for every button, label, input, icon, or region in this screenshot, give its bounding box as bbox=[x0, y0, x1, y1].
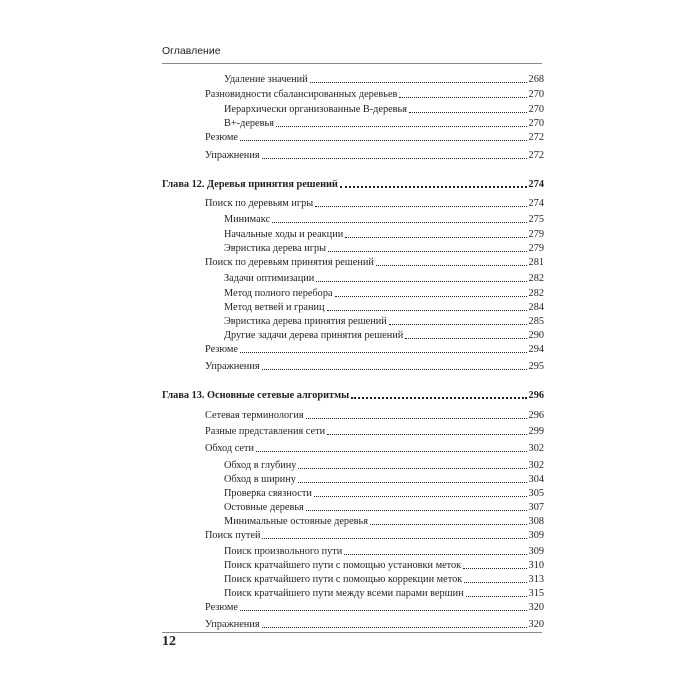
toc-entry[interactable] bbox=[224, 572, 544, 586]
toc-entry[interactable] bbox=[224, 514, 544, 528]
toc-leader bbox=[409, 112, 527, 113]
toc-entry-page: 305 bbox=[528, 488, 544, 499]
toc-entry[interactable] bbox=[224, 486, 544, 500]
toc-entry-page: 313 bbox=[528, 574, 544, 585]
toc-leader bbox=[345, 237, 526, 238]
toc-entry-label: Резюме bbox=[205, 344, 238, 355]
toc-entry-page: 294 bbox=[528, 344, 544, 355]
toc-chapter[interactable] bbox=[162, 388, 544, 402]
toc-entry[interactable] bbox=[205, 441, 544, 455]
toc-entry-label: Поиск кратчайшего пути с помощью установки меток bbox=[224, 560, 462, 571]
toc-entry[interactable] bbox=[224, 458, 544, 472]
toc-entry-label: Проверка связности bbox=[224, 488, 312, 499]
toc-leader bbox=[340, 186, 527, 188]
toc-entry-page: 279 bbox=[528, 229, 544, 240]
toc-entry-page: 304 bbox=[528, 474, 544, 485]
toc-leader bbox=[464, 582, 526, 583]
toc-entry[interactable] bbox=[205, 359, 544, 373]
toc-entry-label: Удаление значений bbox=[224, 74, 308, 85]
running-head: Оглавление bbox=[162, 45, 221, 57]
toc-leader bbox=[272, 222, 527, 223]
toc-leader bbox=[310, 82, 527, 83]
toc-entry-label: Резюме bbox=[205, 602, 238, 613]
toc-entry-page: 308 bbox=[528, 516, 544, 527]
toc-entry[interactable] bbox=[224, 500, 544, 514]
toc-entry[interactable] bbox=[224, 241, 544, 255]
toc-leader bbox=[328, 251, 526, 252]
toc-leader bbox=[276, 126, 527, 127]
toc-leader bbox=[351, 397, 526, 399]
toc-entry-page: 270 bbox=[528, 104, 544, 115]
toc-entry-page: 282 bbox=[528, 273, 544, 284]
toc-entry-label: Иерархически организованные B-деревья bbox=[224, 104, 407, 115]
toc-entry[interactable] bbox=[224, 116, 544, 130]
toc-entry[interactable] bbox=[205, 87, 544, 101]
toc-entry[interactable] bbox=[224, 212, 544, 226]
toc-leader bbox=[262, 369, 527, 370]
toc-entry-page: 295 bbox=[528, 361, 544, 372]
toc-entry-page: 274 bbox=[528, 198, 544, 209]
toc-leader bbox=[240, 140, 527, 141]
toc-entry-label: Резюме bbox=[205, 132, 238, 143]
toc-entry[interactable] bbox=[224, 271, 544, 285]
toc-leader bbox=[306, 510, 527, 511]
toc-chapter[interactable] bbox=[162, 177, 544, 191]
toc-entry-label: Обход в глубину bbox=[224, 460, 297, 471]
toc-entry-label: Поиск по деревьям игры bbox=[205, 198, 314, 209]
toc-entry-page: 309 bbox=[528, 546, 544, 557]
toc-entry-label: Начальные ходы и реакции bbox=[224, 229, 344, 240]
toc-entry-label: Эвристика дерева принятия решений bbox=[224, 316, 387, 327]
toc-entry-label: Эвристика дерева игры bbox=[224, 243, 327, 254]
toc-entry-label: Поиск произвольного пути bbox=[224, 546, 343, 557]
toc-entry-label: Обход в ширину bbox=[224, 474, 296, 485]
toc-entry[interactable] bbox=[224, 472, 544, 486]
toc-entry-page: 272 bbox=[528, 150, 544, 161]
toc-entry-page: 282 bbox=[528, 288, 544, 299]
toc-leader bbox=[306, 418, 527, 419]
toc-entry-page: 268 bbox=[528, 74, 544, 85]
toc-leader bbox=[262, 538, 526, 539]
toc-entry[interactable] bbox=[205, 408, 544, 422]
toc-entry[interactable] bbox=[224, 286, 544, 300]
toc-entry-page: 290 bbox=[528, 330, 544, 341]
toc-entry-label: Разные представления сети bbox=[205, 426, 326, 437]
toc-entry-page: 310 bbox=[528, 560, 544, 571]
toc-entry[interactable] bbox=[224, 300, 544, 314]
toc-chapter-page: 274 bbox=[528, 179, 544, 190]
toc-entry[interactable] bbox=[205, 600, 544, 614]
toc-leader bbox=[344, 554, 526, 555]
toc-leader bbox=[314, 496, 527, 497]
toc-leader bbox=[262, 627, 527, 628]
toc-entry-label: Остовные деревья bbox=[224, 502, 304, 513]
toc-entry-label: Другие задачи дерева принятия решений bbox=[224, 330, 404, 341]
toc-leader bbox=[298, 468, 526, 469]
toc-leader bbox=[315, 206, 526, 207]
toc-entry-page: 296 bbox=[528, 410, 544, 421]
toc-leader bbox=[298, 482, 527, 483]
toc-entry-label: Поиск по деревьям принятия решений bbox=[205, 257, 374, 268]
toc-entry-page: 270 bbox=[528, 89, 544, 100]
toc-entry-page: 279 bbox=[528, 243, 544, 254]
toc-entry-label: Поиск путей bbox=[205, 530, 261, 541]
toc-leader bbox=[466, 596, 527, 597]
toc-leader bbox=[376, 265, 527, 266]
toc-entry[interactable] bbox=[224, 558, 544, 572]
toc-entry-page: 299 bbox=[528, 426, 544, 437]
toc-entry-page: 309 bbox=[528, 530, 544, 541]
toc-entry[interactable] bbox=[205, 196, 544, 210]
toc-entry-page: 270 bbox=[528, 118, 544, 129]
toc-entry[interactable] bbox=[205, 342, 544, 356]
toc-entry-page: 320 bbox=[528, 602, 544, 613]
toc-entry-label: Упражнения bbox=[205, 361, 260, 372]
toc-leader bbox=[463, 568, 526, 569]
toc-leader bbox=[316, 281, 526, 282]
toc-leader bbox=[399, 97, 526, 98]
toc-entry-page: 284 bbox=[528, 302, 544, 313]
toc-leader bbox=[370, 524, 527, 525]
toc-entry-page: 285 bbox=[528, 316, 544, 327]
toc-entry-label: Метод полного перебора bbox=[224, 288, 333, 299]
toc-entry[interactable] bbox=[224, 586, 544, 600]
toc-entry[interactable] bbox=[224, 102, 544, 116]
toc-entry[interactable] bbox=[224, 328, 544, 342]
toc-leader bbox=[405, 338, 526, 339]
toc-entry-label: Обход сети bbox=[205, 443, 254, 454]
toc-entry-label: Минимальные остовные деревья bbox=[224, 516, 368, 527]
toc-entry[interactable] bbox=[224, 227, 544, 241]
toc-entry-label: Упражнения bbox=[205, 150, 260, 161]
toc-chapter-label: Глава 13. Основные сетевые алгоритмы bbox=[162, 390, 350, 401]
toc-leader bbox=[327, 310, 527, 311]
toc-entry-label: Разновидности сбалансированных деревьев bbox=[205, 89, 398, 100]
toc-entry-page: 302 bbox=[528, 460, 544, 471]
toc-entry-label: Метод ветвей и границ bbox=[224, 302, 325, 313]
toc-entry-label: Поиск кратчайшего пути с помощью коррекции меток bbox=[224, 574, 463, 585]
toc-entry-page: 307 bbox=[528, 502, 544, 513]
toc-entry-label: Задачи оптимизации bbox=[224, 273, 315, 284]
toc-chapter-page: 296 bbox=[528, 390, 544, 401]
toc-entry-label: Упражнения bbox=[205, 619, 260, 630]
toc-leader bbox=[240, 610, 527, 611]
toc-leader bbox=[262, 158, 527, 159]
toc-entry-page: 272 bbox=[528, 132, 544, 143]
toc-entry[interactable] bbox=[205, 424, 544, 438]
toc-entry[interactable] bbox=[224, 314, 544, 328]
toc-entry-label: B+-деревья bbox=[224, 118, 274, 129]
toc-entry-label: Сетевая терминология bbox=[205, 410, 304, 421]
toc-leader bbox=[256, 451, 527, 452]
page-number: 12 bbox=[162, 634, 176, 649]
toc-entry-label: Минимакс bbox=[224, 214, 271, 225]
toc-entry[interactable] bbox=[205, 528, 544, 542]
toc-entry[interactable] bbox=[224, 72, 544, 86]
toc-entry-page: 281 bbox=[528, 257, 544, 268]
toc-chapter-label: Глава 12. Деревья принятия решений bbox=[162, 179, 338, 190]
toc-entry-page: 315 bbox=[528, 588, 544, 599]
toc-entry-page: 302 bbox=[528, 443, 544, 454]
toc-entry[interactable] bbox=[205, 148, 544, 162]
toc-entry-page: 320 bbox=[528, 619, 544, 630]
toc-entry[interactable] bbox=[224, 544, 544, 558]
toc-leader bbox=[389, 324, 527, 325]
toc-entry[interactable] bbox=[205, 130, 544, 144]
toc-entry[interactable] bbox=[205, 617, 544, 631]
footer-rule bbox=[162, 632, 542, 633]
toc-leader bbox=[335, 296, 527, 297]
toc-leader bbox=[327, 434, 526, 435]
toc-leader bbox=[240, 352, 527, 353]
toc-entry-page: 275 bbox=[528, 214, 544, 225]
toc-entry-label: Поиск кратчайшего пути между всеми парами вершин bbox=[224, 588, 464, 599]
toc-entry[interactable] bbox=[205, 255, 544, 269]
